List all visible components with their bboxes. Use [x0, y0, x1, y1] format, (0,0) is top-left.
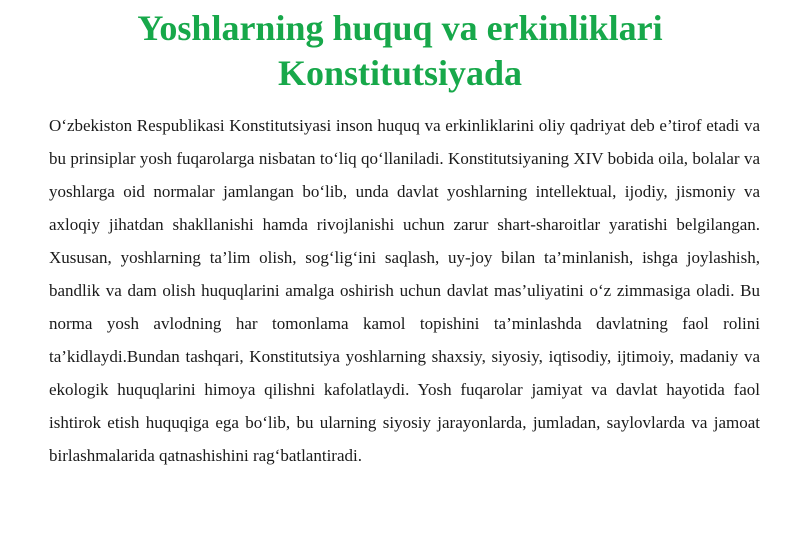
document-title: Yoshlarning huquq va erkinliklari Konstitutsiyada	[137, 8, 663, 93]
body-paragraph: O‘zbekiston Respublikasi Konstitutsiyasi inson huquq va erkinliklarini oliy qadriyat deb e’tirof etadi va bu prinsiplar yosh fuqarolarga nisbatan to‘liq qo‘llaniladi. Konstitutsiyaning XIV bobida oila, bolalar va yoshlarga oid normalar jamlangan bo‘lib, unda davlat yoshlarning intellektual, ijodiy, jismoniy va axloqiy jihatdan shakllanishi hamda rivojlanishi uchun zarur shart-sharoitlar yaratishi belgilangan. Xususan, yoshlarning ta’lim olish, sog‘lig‘ini saqlash, uy-joy bilan ta’minlanish, ishga joylashish, bandlik va dam olish huquqlarini amalga oshirish uchun davlat mas’uliyatini o‘z zimmasiga oladi. Bu norma yosh avlodning har tomonlama kamol topishini ta’minlashda davlatning faol rolini ta’kidlaydi.Bundan tashqari, Konstitutsiya yoshlarning shaxsiy, siyosiy, iqtisodiy, ijtimoiy, madaniy va ekologik huquqlarini himoya qilishni kafolatlaydi. Yosh fuqarolar jamiyat va davlat hayotida faol ishtirok etish huquqiga ega bo‘lib, bu ularning siyosiy jarayonlarda, jumladan, saylovlarda va jamoat birlashmalarida qatnashishini rag‘batlantiradi.	[49, 116, 760, 465]
